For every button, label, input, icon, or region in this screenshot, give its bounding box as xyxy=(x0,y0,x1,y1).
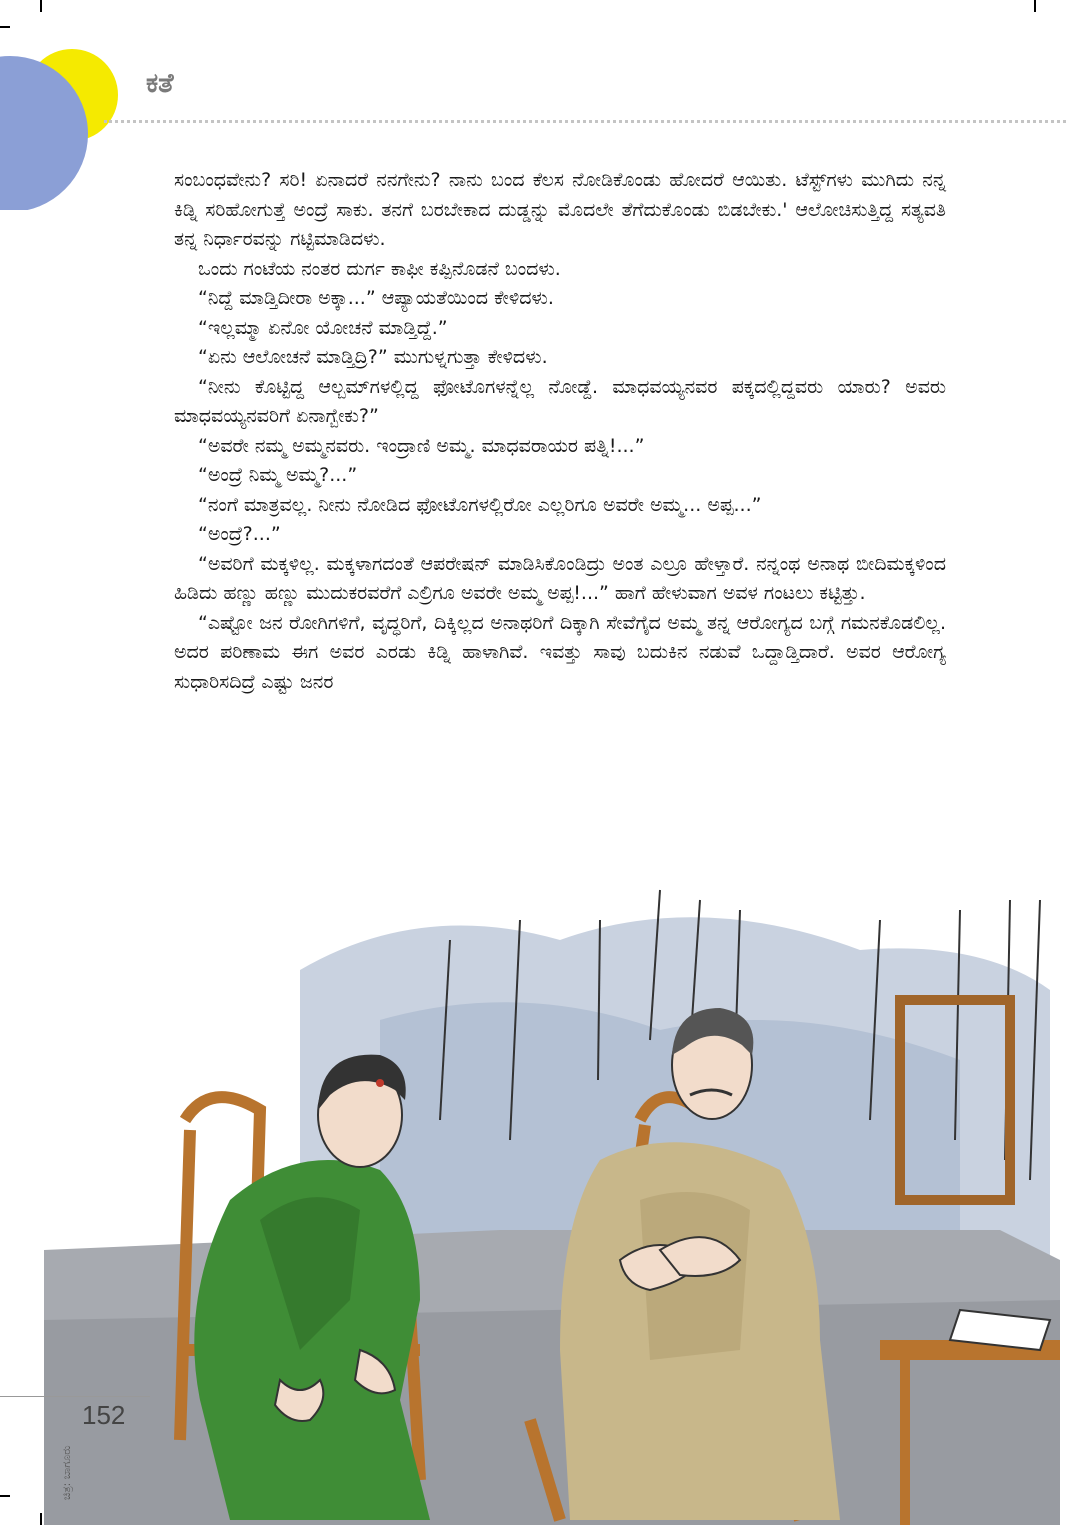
paragraph: “ಅವರೇ ನಮ್ಮ ಅಮ್ಮನವರು. ಇಂದ್ರಾಣಿ ಅಮ್ಮ. ಮಾಧವರಾಯರ ಪತ್ನಿ!...” xyxy=(198,434,645,457)
story-text xyxy=(174,166,946,697)
table-leg xyxy=(900,1360,910,1525)
paragraph: ಸಂಬಂಧವೇನು? ಸರಿ! ಏನಾದರೆ ನನಗೇನು? ನಾನು ಬಂದ ಕೆಲಸ ನೋಡಿಕೊಂಡು ಹೋದರೆ ಆಯಿತು. ಟೆಸ್ಟ್‌ಗಳು ಮುಗಿದು ನನ್ನ ಕಿಡ್ನಿ ಸರಿಹೋಗುತ್ತೆ ಅಂದ್ರೆ ಸಾಕು. ತನಗೆ ಬರಬೇಕಾದ ದುಡ್ಡನ್ನು ಮೊದಲೇ ತೆಗೆದುಕೊಂಡು ಬಿಡಬೇಕು.' ಆಲೋಚಿಸುತ್ತಿದ್ದ ಸತ್ಯವತಿ ತನ್ನ ನಿರ್ಧಾರವನ್ನು ಗಟ್ಟಿಮಾಡಿದಳು. xyxy=(174,169,946,250)
paragraph: “ನಿದ್ದೆ ಮಾಡ್ತಿದೀರಾ ಅಕ್ಕಾ...” ಆಪ್ಯಾಯತೆಯಿಂದ ಕೇಳಿದಳು. xyxy=(198,287,554,309)
section-title: ಕತೆ xyxy=(146,68,174,99)
crop-mark xyxy=(1034,0,1036,12)
page-number-rule xyxy=(0,1396,150,1397)
bindi xyxy=(376,1079,384,1087)
paragraph: “ನೀನು ಕೊಟ್ಟಿದ್ದ ಆಲ್ಬಮ್‌ಗಳಲ್ಲಿದ್ದ ಫೋಟೊಗಳನ್ನೆಲ್ಲ ನೋಡ್ದೆ. ಮಾಧವಯ್ಯನವರ ಪಕ್ಕದಲ್ಲಿದ್ದವರು ಯಾರು? ಅವರು ಮಾಧವಯ್ಯನವರಿಗೆ ಏನಾಗ್ಬೇಕು?” xyxy=(174,375,946,427)
page-number: 152 xyxy=(82,1400,126,1430)
story-illustration xyxy=(0,880,1072,1525)
paragraph: ಒಂದು ಗಂಟೆಯ ನಂತರ ದುರ್ಗ ಕಾಫೀ ಕಪ್ಪಿನೊಡನೆ ಬಂದಳು. xyxy=(198,257,561,280)
paragraph: “ಅಂದ್ರೆ?...” xyxy=(198,523,281,545)
paragraph: “ನಂಗೆ ಮಾತ್ರವಲ್ಲ. ನೀನು ನೋಡಿದ ಫೋಟೊಗಳಲ್ಲಿರೋ ಎಲ್ಲರಿಗೂ ಅವರೇ ಅಮ್ಮ... ಅಪ್ಪ...” xyxy=(198,493,762,516)
paragraph: “ಎಷ್ಟೋ ಜನ ರೋಗಿಗಳಿಗೆ, ವೃದ್ಧರಿಗೆ, ದಿಕ್ಕಿಲ್ಲದ ಅನಾಥರಿಗೆ ದಿಕ್ಕಾಗಿ ಸೇವೆಗೈದ ಅಮ್ಮ ತನ್ನ ಆರೋಗ್ಯದ ಬಗ್ಗೆ ಗಮನಕೊಡಲಿಲ್ಲ. ಅದರ ಪರಿಣಾಮ ಈಗ ಅವರ ಎರಡು ಕಿಡ್ನಿ ಹಾಳಾಗಿವೆ. ಇವತ್ತು ಸಾವು ಬದುಕಿನ ನಡುವೆ ಒದ್ದಾಡ್ತಿದಾರೆ. ಅವರ ಆರೋಗ್ಯ ಸುಧಾರಿಸದಿದ್ರೆ ಎಷ್ಟು ಜನರ xyxy=(174,611,946,693)
paragraph: “ಅವರಿಗೆ ಮಕ್ಕಳಿಲ್ಲ. ಮಕ್ಕಳಾಗದಂತೆ ಆಪರೇಷನ್ ಮಾಡಿಸಿಕೊಂಡಿದ್ರು ಅಂತ ಎಲ್ರೂ ಹೇಳ್ತಾರೆ. ನನ್ನಂಥ ಅನಾಥ ಬೀದಿಮಕ್ಕಳಿಂದ ಹಿಡಿದು ಹಣ್ಣು ಹಣ್ಣು ಮುದುಕರವರೆಗೆ ಎಲ್ರಿಗೂ ಅವರೇ ಅಮ್ಮ ಅಪ್ಪ!...” ಹಾಗೆ ಹೇಳುವಾಗ ಅವಳ ಗಂಟಲು ಕಟ್ಟಿತ್ತು. xyxy=(174,552,946,604)
illustrator-credit: ಚಿತ್ರ: ಬಾಗೂರು xyxy=(60,1445,73,1500)
corner-decoration xyxy=(0,0,130,210)
dotted-divider xyxy=(104,120,1066,123)
paragraph: “ಏನು ಆಲೋಚನೆ ಮಾಡ್ತಿದ್ರಿ?” ಮುಗುಳ್ನಗುತ್ತಾ ಕೇಳಿದಳು. xyxy=(198,346,548,368)
paragraph: “ಅಂದ್ರೆ ನಿಮ್ಮ ಅಮ್ಮ?...” xyxy=(198,464,358,486)
paragraph: “ಇಲ್ಲಮ್ಮಾ ಏನೋ ಯೋಚನೆ ಮಾಡ್ತಿದ್ದೆ.” xyxy=(198,316,448,339)
